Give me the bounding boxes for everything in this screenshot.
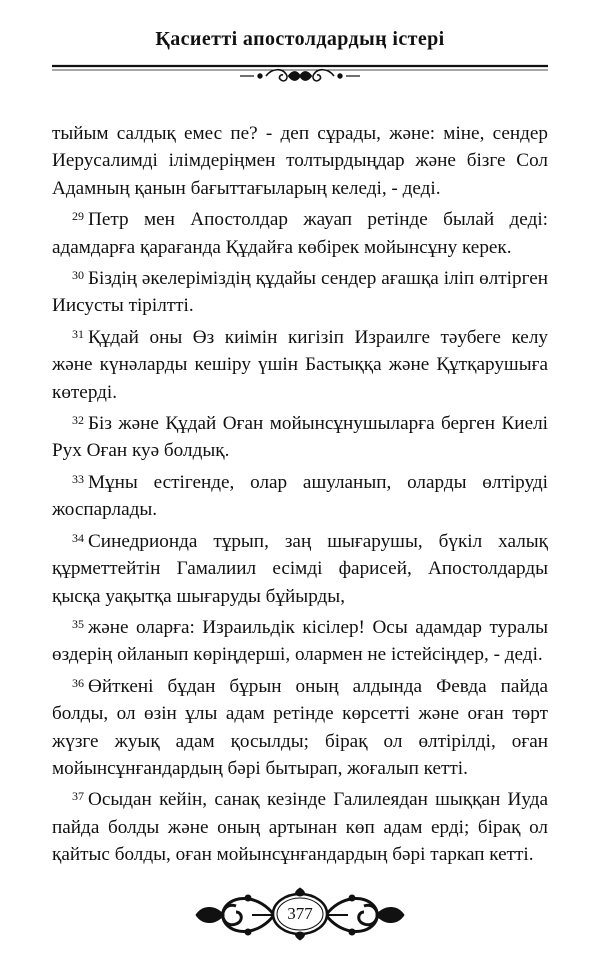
verse-36 [52,673,548,783]
verse-number: 30 [72,268,84,283]
verse-32 [52,410,548,465]
verse-text: Синедрионда тұрып, заң шығарушы, бүкіл халық құрметтейтін Гамалиил есімді фарисей, Апостолдарды қысқа уақытқа шығаруды бұйырды, [52,530,548,607]
verse-text: және оларға: Израильдік кісілер! Осы адамдар туралы өздерің ойланып көріңдерші, олармен не істейсіңдер, - деді. [52,616,548,666]
verse-number: 36 [72,675,84,690]
header-ornament-rule [52,64,548,88]
verse-number: 37 [72,789,84,804]
verse-text: Құдай оны Өз киімін кигізіп Израилге тәубеге келу және күнәларды кешіру үшін Бастыққа және Құтқарушыға көтерді. [52,326,548,403]
verse-text: Біз және Құдай Оған мойынсұнушыларға берген Киелі Рух Оған куә болдық. [52,413,548,462]
verse-text: Осыдан кейін, санақ кезінде Галилеядан шыққан Иуда пайда болды және оның артынан көп адам ерді; бірақ ол қайтыс болды, оған мойынсұнғандардың бәрі таркап кетті. [52,789,548,866]
verse-number: 33 [72,471,84,486]
verse-number: 31 [72,326,84,341]
verse-text: Өйткені бұдан бұрын оның алдында Февда пайда болды, ол өзін ұлы адам ретінде көрсетті және оған төрт жүзге жуық адам қосылды; бірақ ол өлтірілді, оған мойынсұнғандардың бәрі бытырап, жоғалып кетті. [52,675,548,779]
verse-number: 34 [72,530,84,545]
verse-34 [52,528,548,610]
verse-31 [52,324,548,406]
flourish-icon [240,70,360,81]
running-header-title: Қасиетті апостолдардың істері [155,28,445,50]
verse-text: Біздің әкелеріміздің құдайы сендер ағашқа іліп өлтірген Иисусты тірілтті. [52,268,548,317]
page-number: 377 [287,904,313,923]
continuation-paragraph: тыйым салдық емес пе? - деп сұрады, және: міне, сендер Иерусалимді ілімдеріңмен толтырдыңдар және бізге Сол Адамның қанын бағыттағыларың келеді, - деді. [52,123,548,199]
verse-number: 29 [72,209,84,224]
verse-37 [52,786,548,868]
verse-number: 35 [72,616,84,631]
verse-29 [52,206,548,261]
verse-number: 32 [72,413,84,428]
verse-text: Петр мен Апостолдар жауап ретінде былай деді: адамдарға қарағанда Құдайға көбірек мойынсұну керек. [52,209,548,258]
verse-30 [52,265,548,320]
scripture-text [52,120,548,873]
verse-33 [52,469,548,524]
verse-35 [52,614,548,669]
verse-text: Мұны естігенде, олар ашуланып, оларды өлтіруді жоспарлады. [52,471,548,521]
